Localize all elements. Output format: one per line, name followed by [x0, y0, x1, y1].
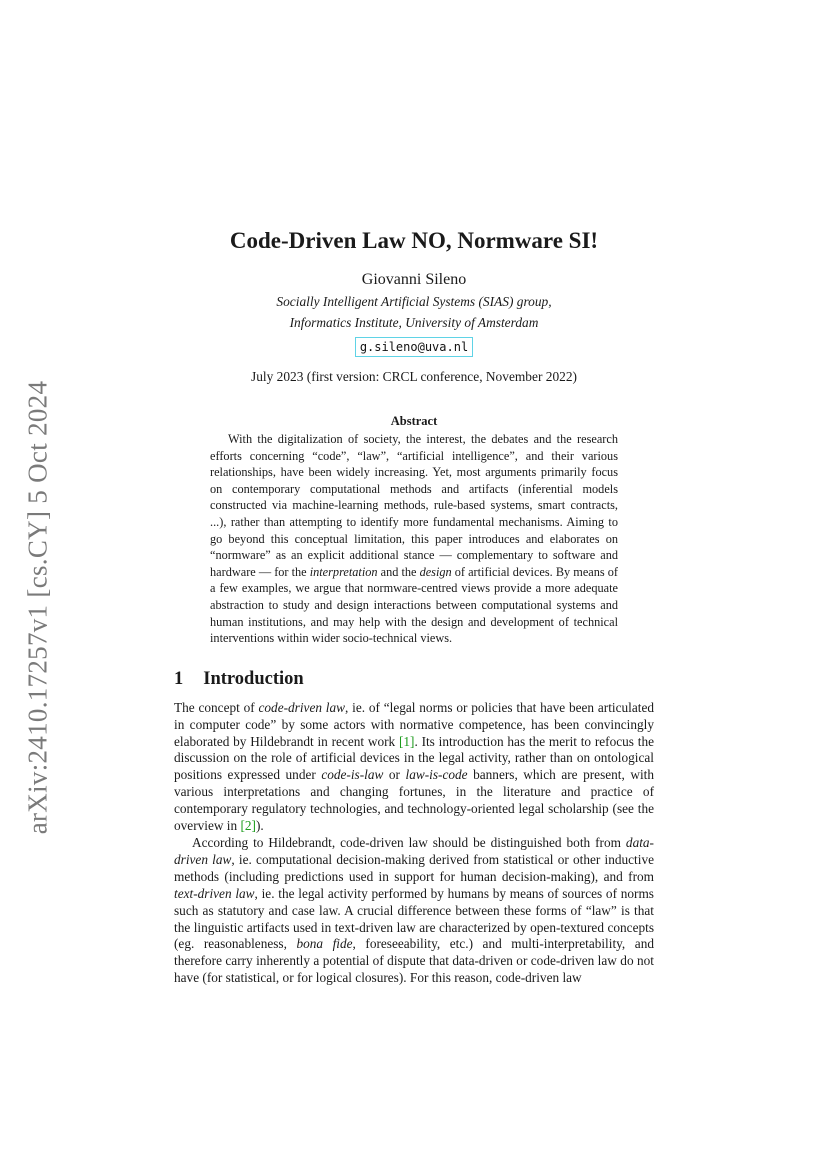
affiliation-line-1: Socially Intelligent Artificial Systems (SIAS) group, — [276, 294, 552, 309]
body-paragraph-1: The concept of code-driven law, ie. of “legal norms or policies that have been articulated in computer code” by some actors with normative competence, has been convincingly elaborated by Hildebrandt in recent work [1]. Its introduction has the merit to refocus the discussion on the role of artificial devices in the legal activity, rather than on ontological positions expressed under code-is-law or law-is-code banners, which are present, with various interpretations and changing fortunes, in the literature and practice of contemporary regulatory technologies, and technology-oriented legal scholarship (see the overview in [2]). — [174, 699, 654, 834]
body-paragraph-2: According to Hildebrandt, code-driven law should be distinguished both from data-driven law, ie. computational decision-making derived from statistical or other inductive methods (including predictions used in support for human decision-making), and from text-driven law, ie. the legal activity performed by humans by means of sources of norms such as statutory and case law. A crucial difference between these forms of “law” is that the linguistic artifacts used in text-driven law are characterized by open-textured concepts (eg. reasonableness, bona fide, foreseeability, etc.) and multi-interpretability, and therefore carry inherently a potential of dispute that data-driven or code-driven law do not have (for statistical, or for logical closures). For this reason, code-driven law — [174, 834, 654, 986]
abstract-text: With the digitalization of society, the interest, the debates and the research efforts concerning “code”, “law”, “artificial intelligence”, and their various relationships, have been widely increasing. Yet, most arguments primarily focus on contemporary computational methods and artifacts (inferential models constructed via machine-learning methods, rule-based systems, smart contracts, ...), rather than attempting to identify more fundamental mechanisms. Aiming to go beyond this conceptual limitation, this paper introduces and elaborates on “normware” as an explicit additional stance — complementary to software and hardware — for the interpretation and the design of artificial devices. By means of a few examples, we argue that normware-centred views provide a more adequate abstraction to study and design interactions between computational systems and human institutions, and may help with the design and development of technical interventions within wider socio-technical views. — [210, 432, 618, 646]
arxiv-identifier — [16, 370, 60, 845]
author-email-link[interactable]: g.sileno@uva.nl — [355, 337, 473, 357]
abstract-section — [210, 414, 618, 647]
section-title: Introduction — [203, 668, 304, 689]
section-number: 1 — [174, 668, 184, 689]
author-name: Giovanni Sileno — [361, 271, 467, 288]
paper-page — [174, 226, 654, 987]
email-wrapper — [174, 336, 654, 357]
paper-title: Code-Driven Law NO, Normware SI! — [229, 228, 599, 253]
affiliation-line-2: Informatics Institute, University of Amsterdam — [289, 315, 539, 330]
citation-link-1[interactable]: [1] — [398, 733, 415, 749]
abstract-heading: Abstract — [390, 414, 438, 428]
citation-link-2[interactable]: [2] — [240, 818, 256, 834]
section-heading-introduction — [174, 669, 654, 690]
publication-date: July 2023 (first version: CRCL conference, November 2022) — [250, 369, 577, 384]
arxiv-identifier-text: arXiv:2410.17257v1 [cs.CY] 5 Oct 2024 — [22, 380, 53, 835]
